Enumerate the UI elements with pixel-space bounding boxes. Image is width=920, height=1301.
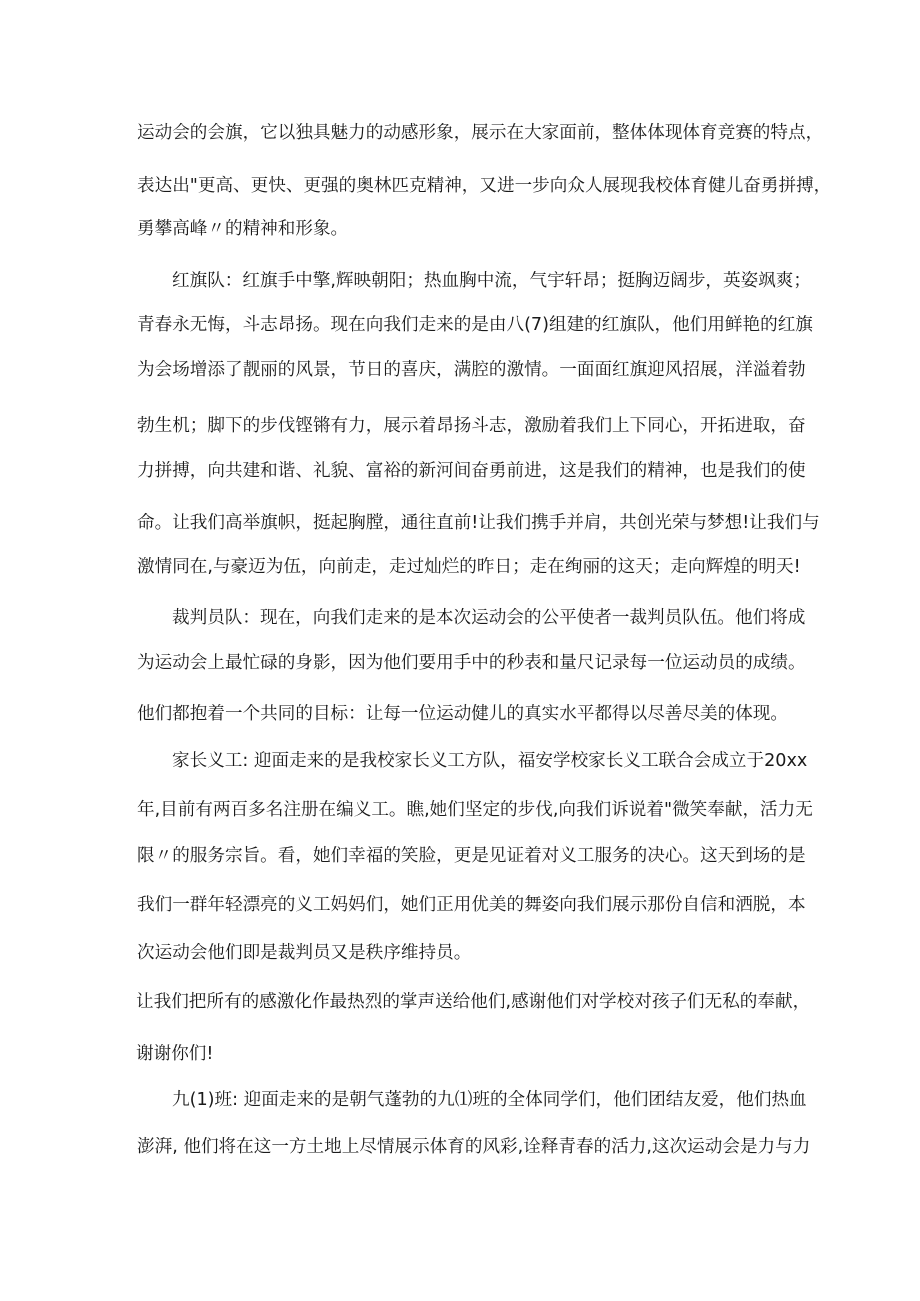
text-line: 家长义工: 迎面走来的是我校家长义工方队，福安学校家长义工联合会成立于20xx <box>172 751 808 771</box>
text-line: 勇攀高峰〃的精神和形象。 <box>137 219 349 239</box>
text-line: 勃生机；脚下的步伐铿锵有力，展示着昂扬斗志，激励着我们上下同心，开拓进取，奋 <box>137 416 806 436</box>
text-line: 为运动会上最忙碌的身影，因为他们要用手中的秒表和量尺记录每一位运动员的成绩。 <box>137 653 806 673</box>
text-line: 红旗队：红旗手中擎,辉映朝阳；热血胸中流，气宇轩昂；挺胸迈阔步，英姿飒爽； <box>172 271 811 291</box>
text-line: 让我们把所有的感激化作最热烈的掌声送给他们,感谢他们对学校对孩子们无私的奉献， <box>136 992 811 1012</box>
text-line: 限〃的服务宗旨。看，她们幸福的笑脸，更是见证着对义工服务的决心。这天到场的是 <box>137 846 806 866</box>
text-line: 谢谢你们! <box>136 1044 214 1064</box>
text-line: 我们一群年轻漂亮的义工妈妈们，她们正用优美的舞姿向我们展示那份自信和洒脱，本 <box>137 895 806 915</box>
text-line: 次运动会他们即是裁判员又是秩序维持员。 <box>137 943 472 963</box>
text-line: 裁判员队：现在，向我们走来的是本次运动会的公平使者一裁判员队伍。他们将成 <box>172 608 806 628</box>
text-line: 激情同在,与豪迈为伍，向前走，走过灿烂的昨日；走在绚丽的这天；走向辉煌的明天! <box>137 557 801 577</box>
text-line: 九(1)班: 迎面走来的是朝气蓬勃的九⑴班的全体同学们，他们团结友爱，他们热血 <box>172 1090 807 1110</box>
text-line: 年,目前有两百多名注册在编义工。瞧,她们坚定的步伐,向我们诉说着"微笑奉献，活力无 <box>137 800 813 820</box>
text-line: 他们都抱着一个共同的目标：让每一位运动健儿的真实水平都得以尽善尽美的体现。 <box>137 704 788 724</box>
text-line: 澎湃, 他们将在这一方土地上尽情展示体育的风彩,诠释青春的活力,这次运动会是力与力 <box>137 1137 811 1157</box>
text-line: 青春永无悔，斗志昂扬。现在向我们走来的是由八(7)组建的红旗队，他们用鲜艳的红旗 <box>137 315 813 335</box>
text-line: 力拼搏，向共建和谐、礼貌、富裕的新河间奋勇前进，这是我们的精神，也是我们的使 <box>137 461 806 481</box>
text-line: 命。让我们高举旗帜，挺起胸膛，通往直前!让我们携手并肩，共创光荣与梦想!让我们与 <box>137 513 820 533</box>
text-line: 为会场增添了靓丽的风景，节日的喜庆，满腔的激情。一面面红旗迎风招展，洋溢着勃 <box>137 360 806 380</box>
text-line: 运动会的会旗，它以独具魅力的动感形象，展示在大家面前，整体体现体育竞赛的特点， <box>137 123 824 143</box>
text-line: 表达出"更高、更快、更强的奥林匹克精神，又进一步向众人展现我校体育健儿奋勇拼搏， <box>137 176 832 196</box>
